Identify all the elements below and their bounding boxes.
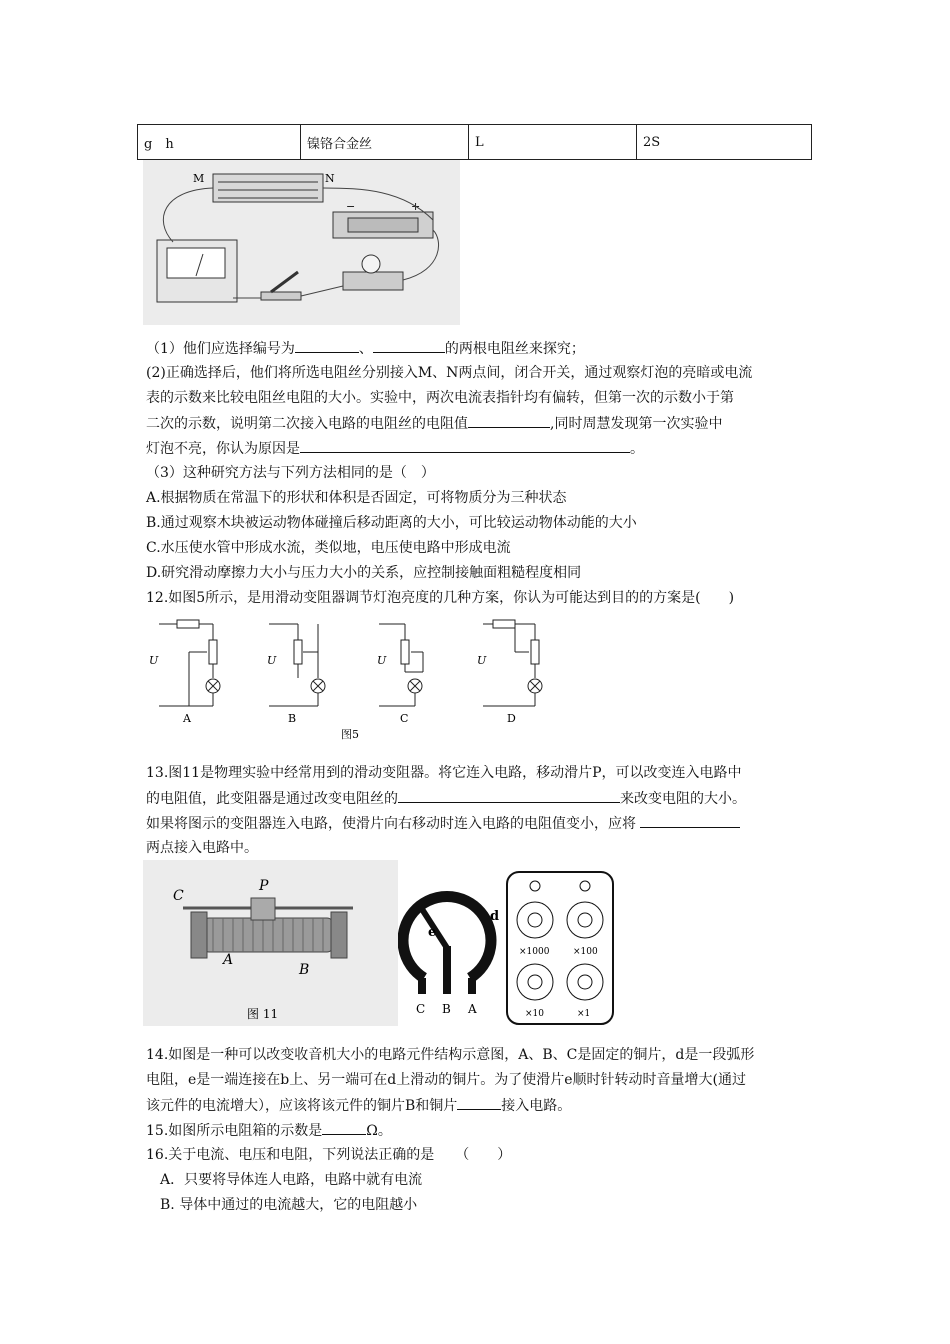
u-label: U: [149, 654, 159, 667]
q14-line2: 电阻，e是一端连接在b上、另一端可在d上滑动的铜片。为了使滑片e顺时针转动时音量增大(通过: [146, 1072, 746, 1088]
q11-part2-line4: [146, 438, 644, 459]
terminal-a-label: A: [468, 1002, 477, 1016]
arc-d-label: d: [490, 909, 500, 924]
u-label: U: [377, 654, 387, 667]
u-label: U: [477, 654, 487, 667]
table-row: [138, 125, 812, 160]
table-cell: 镍铬合金丝: [301, 125, 469, 160]
q11-part2-line4-end: 。: [630, 441, 644, 457]
q16-option-b: B. 导体中通过的电流越大，它的电阻越小: [146, 1197, 418, 1213]
q13-line1: 13.图11是物理实验中经常用到的滑动变阻器。将它连入电路，移动滑片P，可以改变连入电路中: [146, 765, 742, 781]
circuit-b: [267, 624, 325, 725]
multiplier-10: ×10: [525, 1009, 544, 1019]
circuit-d-label: D: [507, 712, 516, 725]
circuit-d: [477, 620, 542, 725]
slider-p-label: P: [259, 878, 269, 894]
answer-blank[interactable]: [300, 438, 630, 453]
circuit-a: [149, 620, 220, 725]
answer-blank[interactable]: [295, 338, 359, 353]
q11-option-b: B.通过观察木块被运动物体碰撞后移动距离的大小，可比较运动物体动能的大小: [146, 515, 637, 531]
q14-line3: [146, 1095, 571, 1116]
terminal-a-label: A: [223, 952, 234, 968]
q13-line2-end: 来改变电阻的大小。: [620, 791, 746, 807]
circuit-b-label: B: [288, 712, 297, 725]
figure-5-caption: 图5: [341, 728, 359, 741]
q11-part1-end: 的两根电阻丝来探究；: [444, 341, 585, 357]
q11-part2-line4-text: 灯泡不亮，你认为原因是: [146, 441, 300, 457]
q15-question: [146, 1120, 392, 1141]
multiplier-1000: ×1000: [519, 947, 550, 957]
q16-option-a: A．只要将导体连人电路，电路中就有电流: [146, 1172, 423, 1188]
q11-option-d: D.研究滑动摩擦力大小与压力大小的关系，应控制接触面粗糙程度相同: [146, 565, 582, 581]
volume-element-figure: [398, 870, 502, 1020]
label-n: N: [325, 172, 335, 185]
answer-blank[interactable]: [640, 813, 740, 828]
q11-part1-text: （1）他们应选择编号为: [146, 341, 295, 357]
terminal-c-label: C: [416, 1002, 426, 1016]
rheostat-drawing: [143, 860, 398, 1026]
terminal-c-label: C: [173, 888, 184, 904]
experiment-circuit-drawing: [143, 160, 460, 325]
answer-blank[interactable]: [322, 1120, 366, 1135]
table-cell: L: [469, 125, 637, 160]
multiplier-100: ×100: [573, 947, 598, 957]
q11-part2-text: 二次的示数，说明第二次接入电路的电阻丝的电阻值: [146, 416, 468, 432]
u-label: U: [267, 654, 277, 667]
resistance-box-drawing: [505, 870, 617, 1028]
q13-line4: 两点接入电路中。: [146, 840, 258, 856]
q11-part2-text-end: ,同时周慧发现第一次实验中: [550, 416, 723, 432]
label-minus: −: [346, 200, 356, 213]
answer-blank[interactable]: [398, 788, 620, 803]
q11-part1: [146, 338, 585, 359]
q13-line3: [146, 813, 740, 834]
wire-table: [137, 124, 812, 160]
terminal-b-label: B: [442, 1002, 451, 1016]
q11-part1-sep: 、: [358, 341, 373, 357]
resistance-box-figure: [505, 870, 617, 1028]
q16-question: 16.关于电流、电压和电阻，下列说法正确的是 （ ）: [146, 1147, 512, 1163]
figure-11-caption: 图 11: [247, 1007, 279, 1021]
multiplier-1: ×1: [577, 1009, 591, 1019]
q11-option-a: A.根据物质在常温下的形状和体积是否固定，可将物质分为三种状态: [146, 490, 567, 506]
table-cell: g h: [138, 125, 301, 160]
label-plus: +: [411, 200, 421, 213]
q11-option-c: C.水压使水管中形成水流，类似地，电压使电路中形成电流: [146, 540, 511, 556]
slider-e-label: e: [428, 925, 437, 940]
q15-unit: Ω。: [366, 1123, 392, 1139]
circuit-c-label: C: [400, 712, 409, 725]
q13-line2-text: 的电阻值，此变阻器是通过改变电阻丝的: [146, 791, 398, 807]
circuit-a-label: A: [183, 712, 191, 725]
q13-line2: [146, 788, 746, 809]
q14-line3-end: 接入电路。: [501, 1098, 572, 1114]
answer-blank[interactable]: [457, 1095, 501, 1110]
label-m: M: [193, 172, 205, 185]
answer-blank[interactable]: [373, 338, 445, 353]
figure-5: [143, 612, 553, 744]
q11-part3: （3）这种研究方法与下列方法相同的是（ ）: [146, 465, 435, 481]
q12-question: 12.如图5所示，是用滑动变阻器调节灯泡亮度的几种方案，你认为可能达到目的的方案是( ): [146, 590, 735, 606]
experiment-circuit-figure: [143, 160, 460, 325]
circuit-c: [377, 624, 423, 725]
q14-line1: 14.如图是一种可以改变收音机大小的电路元件结构示意图，A、B、C是固定的铜片，d是一段弧形: [146, 1047, 755, 1063]
q13-line3-text: 如果将图示的变阻器连入电路，使滑片向右移动时连入电路的电阻值变小，应将: [146, 816, 636, 832]
figure-5-drawing: [143, 612, 553, 744]
table-cell: 2S: [637, 125, 812, 160]
volume-element-drawing: [398, 870, 502, 1020]
q14-line3-text: 该元件的电流增大），应该将该元件的铜片B和铜片: [146, 1098, 458, 1114]
terminal-b-label: B: [299, 962, 310, 978]
q11-part2-line2: 表的示数来比较电阻丝电阻的大小。实验中，两次电流表指针均有偏转，但第一次的示数小于第: [146, 390, 734, 406]
q11-part2-line1: (2)正确选择后，他们将所选电阻丝分别接入M、N两点间，闭合开关，通过观察灯泡的亮暗或电流: [146, 365, 753, 381]
answer-blank[interactable]: [468, 413, 550, 428]
figure-11-rheostat: [143, 860, 398, 1026]
q15-text: 15.如图所示电阻箱的示数是: [146, 1123, 323, 1139]
q11-part2-line3: [146, 413, 722, 434]
